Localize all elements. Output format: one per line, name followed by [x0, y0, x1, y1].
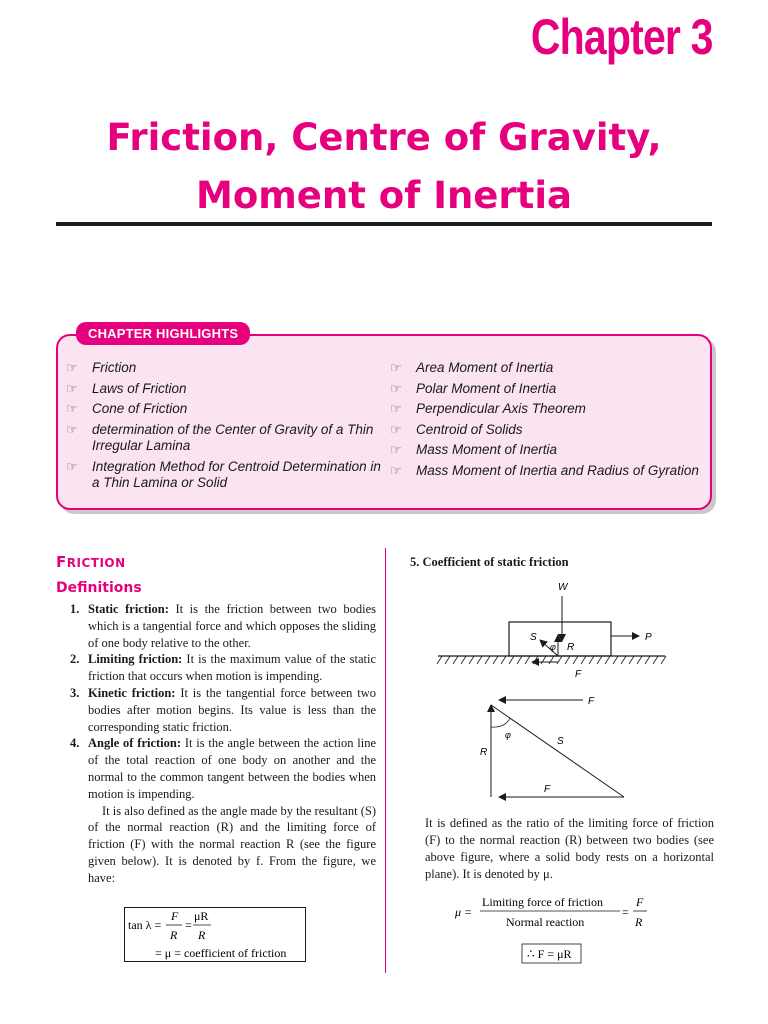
definition-item: 1. Static friction: It is the friction between two bodies which is a tangential force and which opposes the sliding of one body relative to the other.: [70, 602, 377, 650]
highlight-item: ☞ determination of the Center of Gravity of a Thin Irregular Lamina: [66, 421, 374, 453]
highlight-item: ☞ Polar Moment of Inertia: [390, 380, 557, 396]
formula-frac1-num: F: [171, 909, 179, 923]
pointing-hand-icon: ☞: [66, 421, 78, 437]
formula-frac2-den: R: [198, 928, 206, 942]
coefficient-paragraph: It is defined as the ratio of the limiting force of friction (F) to the normal reaction (R) between two bodies (see above figure, where a solid body rests on a horizontal plane). It is denoted by μ.: [425, 816, 714, 881]
label-f: F: [575, 669, 582, 680]
formula-frac1-den: R: [170, 928, 178, 942]
angle-of-friction-paragraph: It is also defined as the angle made by the resultant (S) of the normal reaction (R) and the limiting force of friction (F) with the normal reaction R (see the figure given below). It is denoted by f. From the figure, we have:: [88, 803, 376, 885]
label-phi-2: φ: [505, 730, 511, 740]
highlight-item: ☞ Perpendicular Axis Theorem: [390, 401, 586, 416]
highlight-item: ☞ Area Moment of Inertia: [390, 360, 554, 375]
formula-mu: μ =: [455, 905, 473, 919]
pointing-hand-icon: ☞: [66, 380, 78, 396]
highlights-label: CHAPTER HIGHLIGHTS: [76, 322, 250, 345]
subsection-heading: Definitions: [56, 580, 142, 596]
highlight-item: ☞ Centroid of Solids: [390, 421, 523, 437]
label-r: R: [567, 642, 575, 653]
label-s: S: [530, 632, 537, 643]
pointing-hand-icon: ☞: [390, 360, 402, 375]
highlight-item: ☞ Mass Moment of Inertia: [390, 442, 558, 457]
pointing-hand-icon: ☞: [390, 380, 402, 396]
definition-item: 4. Angle of friction: It is the angle between the action line of the total reaction of one body on another and the normal to the common tangent between the bodies when motion is impending.: [70, 736, 376, 801]
pointing-hand-icon: ☞: [390, 421, 402, 437]
definition-item: 3. Kinetic friction: It is the tangential force between two bodies after motion begins. Its value is less than the corresponding static friction.: [70, 685, 376, 734]
right-heading: 5. Coefficient of static friction: [410, 555, 569, 569]
formula-equals: =: [185, 918, 192, 932]
chapter-label: Chapter 3: [531, 9, 713, 65]
chapter-title-line-2: Moment of Inertia: [196, 174, 572, 217]
pointing-hand-icon: ☞: [66, 360, 78, 375]
formula-f-den: R: [635, 915, 643, 929]
label-s-2: S: [557, 736, 564, 747]
pointing-hand-icon: ☞: [66, 458, 78, 474]
formula-f-num: F: [636, 895, 644, 909]
definition-item: 2. Limiting friction: It is the maximum value of the static friction that occurs when motion is impending.: [70, 652, 376, 684]
highlight-item: ☞ Friction: [66, 360, 137, 375]
pointing-hand-icon: ☞: [390, 442, 402, 457]
label-w: W: [558, 582, 568, 593]
formula-denominator: Normal reaction: [506, 915, 585, 929]
highlight-item: ☞ Mass Moment of Inertia and Radius of Gyration: [390, 462, 699, 478]
formula-lhs: tan λ =: [128, 918, 162, 932]
highlight-item: ☞ Laws of Friction: [66, 380, 187, 396]
label-phi: φ: [550, 642, 556, 652]
label-f-bottom: F: [544, 784, 551, 795]
highlight-item: ☞ Cone of Friction: [66, 401, 188, 416]
pointing-hand-icon: ☞: [390, 401, 402, 416]
label-p: P: [645, 632, 652, 643]
formula-line-2: = μ = coefficient of friction: [155, 946, 287, 960]
pointing-hand-icon: ☞: [390, 462, 402, 478]
highlight-item: ☞ Integration Method for Centroid Determination in a Thin Lamina or Solid: [66, 458, 381, 490]
boxed-result: ∴ F = μR: [527, 947, 572, 961]
chapter-title-line-1: Friction, Centre of Gravity,: [106, 116, 662, 159]
pointing-hand-icon: ☞: [66, 401, 78, 416]
formula-equals-2: =: [622, 905, 629, 919]
formula-numerator: Limiting force of friction: [482, 895, 603, 909]
label-f-top: F: [588, 696, 595, 707]
formula-frac2-num: μR: [194, 909, 209, 923]
section-heading: FRICTION: [56, 553, 126, 571]
label-r-2: R: [480, 747, 488, 758]
